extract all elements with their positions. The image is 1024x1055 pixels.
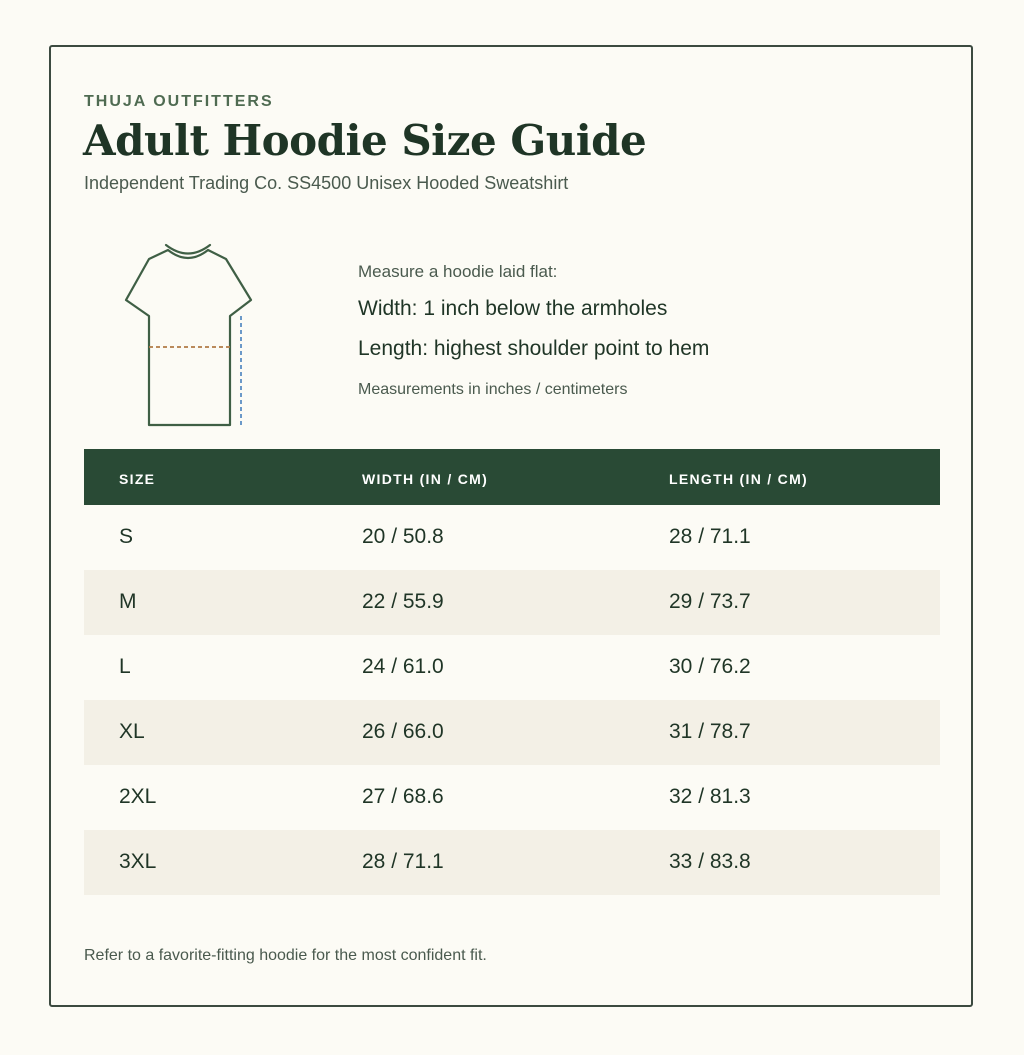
header-width: WIDTH (IN / CM) <box>362 471 489 487</box>
size-cell: 3XL <box>119 850 157 873</box>
length-cell: 31 / 78.7 <box>669 720 751 743</box>
size-cell: 2XL <box>119 785 157 808</box>
header-size: SIZE <box>119 471 156 487</box>
fit-tip-footnote: Refer to a favorite-fitting hoodie for the most confident fit. <box>84 947 487 964</box>
length-cell: 33 / 83.8 <box>669 850 751 873</box>
table-row <box>84 830 940 895</box>
size-table <box>84 449 940 895</box>
table-row <box>84 635 940 700</box>
page-title: Adult Hoodie Size Guide <box>83 116 647 165</box>
table-row <box>84 505 940 570</box>
page-subtitle: Independent Trading Co. SS4500 Unisex Hooded Sweatshirt <box>84 173 569 193</box>
length-cell: 32 / 81.3 <box>669 785 751 808</box>
size-cell: L <box>119 655 131 678</box>
table-row <box>84 700 940 765</box>
units-note: Measurements in inches / centimeters <box>358 381 628 398</box>
size-cell: S <box>119 525 134 548</box>
table-header <box>84 449 940 505</box>
width-cell: 28 / 71.1 <box>362 850 444 873</box>
table-row <box>84 765 940 830</box>
width-instruction: Width: 1 inch below the armholes <box>358 297 668 320</box>
width-cell: 26 / 66.0 <box>362 720 444 743</box>
length-cell: 28 / 71.1 <box>669 525 751 548</box>
hoodie-body-outline <box>126 250 251 425</box>
width-cell: 24 / 61.0 <box>362 655 444 678</box>
length-cell: 30 / 76.2 <box>669 655 751 678</box>
size-cell: M <box>119 590 137 613</box>
length-instruction: Length: highest shoulder point to hem <box>358 337 710 360</box>
instructions-heading: Measure a hoodie laid flat: <box>358 262 558 281</box>
size-cell: XL <box>119 720 145 743</box>
width-cell: 27 / 68.6 <box>362 785 444 808</box>
width-cell: 22 / 55.9 <box>362 590 444 613</box>
hoodie-outline-icon <box>118 236 263 436</box>
length-cell: 29 / 73.7 <box>669 590 751 613</box>
header-length: LENGTH (IN / CM) <box>669 471 809 487</box>
width-cell: 20 / 50.8 <box>362 525 444 548</box>
table-row <box>84 570 940 635</box>
hoodie-diagram <box>118 236 263 436</box>
brand-name: THUJA OUTFITTERS <box>84 93 274 110</box>
